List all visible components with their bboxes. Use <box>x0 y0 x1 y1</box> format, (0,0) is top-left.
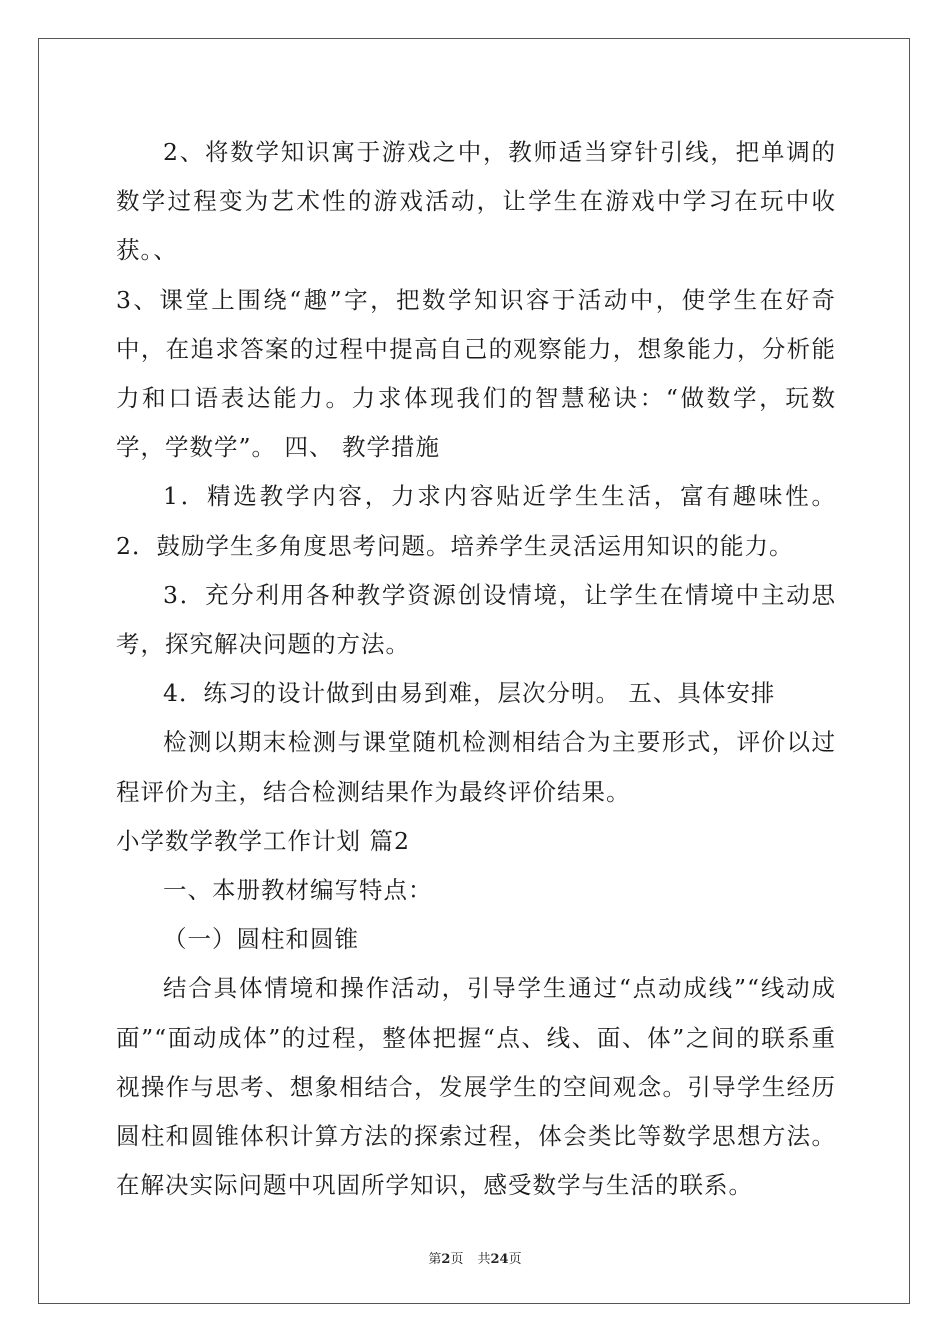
footer-current-page: 2 <box>441 1252 451 1267</box>
paragraph-measures-3: 3．充分利用各种教学资源创设情境，让学生在情境中主动思考，探究解决问题的方法。 <box>116 580 836 659</box>
footer-total-pages: 24 <box>490 1252 509 1267</box>
document-body <box>116 128 836 1210</box>
footer-total-prefix: 共 <box>477 1252 491 1267</box>
paragraph-item-2-games: 2、将数学知识寓于游戏之中，教师适当穿针引线，把单调的数学过程变为艺术性的游戏活动，让学生在游戏中学习在玩中收获。、 <box>116 138 836 265</box>
section-title-plan-2: 小学数学教学工作计划 篇2 <box>116 826 410 855</box>
paragraph-cylinder-cone-body: 结合具体情境和操作活动，引导学生通过“点动成线”“线动成面”“面动成体”的过程，整体把握“点、线、面、体”之间的联系重视操作与思考、想象相结合，发展学生的空间观念。引导学生经历圆柱和圆锥体积计算方法的探索过程，体会类比等数学思想方法。在解决实际问题中巩固所学知识，感受数学与生活的联系。 <box>116 974 836 1200</box>
paragraph-measures-1-2: 1．精选教学内容，力求内容贴近学生生活，富有趣味性。 2．鼓励学生多角度思考问题。培养学生灵活运用知识的能力。 <box>116 482 836 560</box>
paragraph-measures-4: 4．练习的设计做到由易到难，层次分明。 五、具体安排 <box>163 679 776 708</box>
page-footer <box>0 1248 950 1267</box>
footer-page-word: 页 <box>450 1252 464 1267</box>
subsection-heading-cylinder-cone: （一）圆柱和圆锥 <box>163 925 359 954</box>
section-heading-features: 一、本册教材编写特点： <box>163 876 433 905</box>
footer-total-suffix: 页 <box>508 1252 522 1267</box>
paragraph-assessment: 检测以期末检测与课堂随机检测相结合为主要形式，评价以过程评价为主，结合检测结果作为最终评价结果。 <box>116 728 836 806</box>
footer-prefix: 第 <box>428 1252 442 1267</box>
paragraph-item-3-interest: 3、课堂上围绕“趣”字，把数学知识容于活动中，使学生在好奇中，在追求答案的过程中提高自己的观察能力，想象能力，分析能力和口语表达能力。力求体现我们的智慧秘诀：“做数学，玩数学，学数学”。 四、 教学措施 <box>116 285 836 462</box>
